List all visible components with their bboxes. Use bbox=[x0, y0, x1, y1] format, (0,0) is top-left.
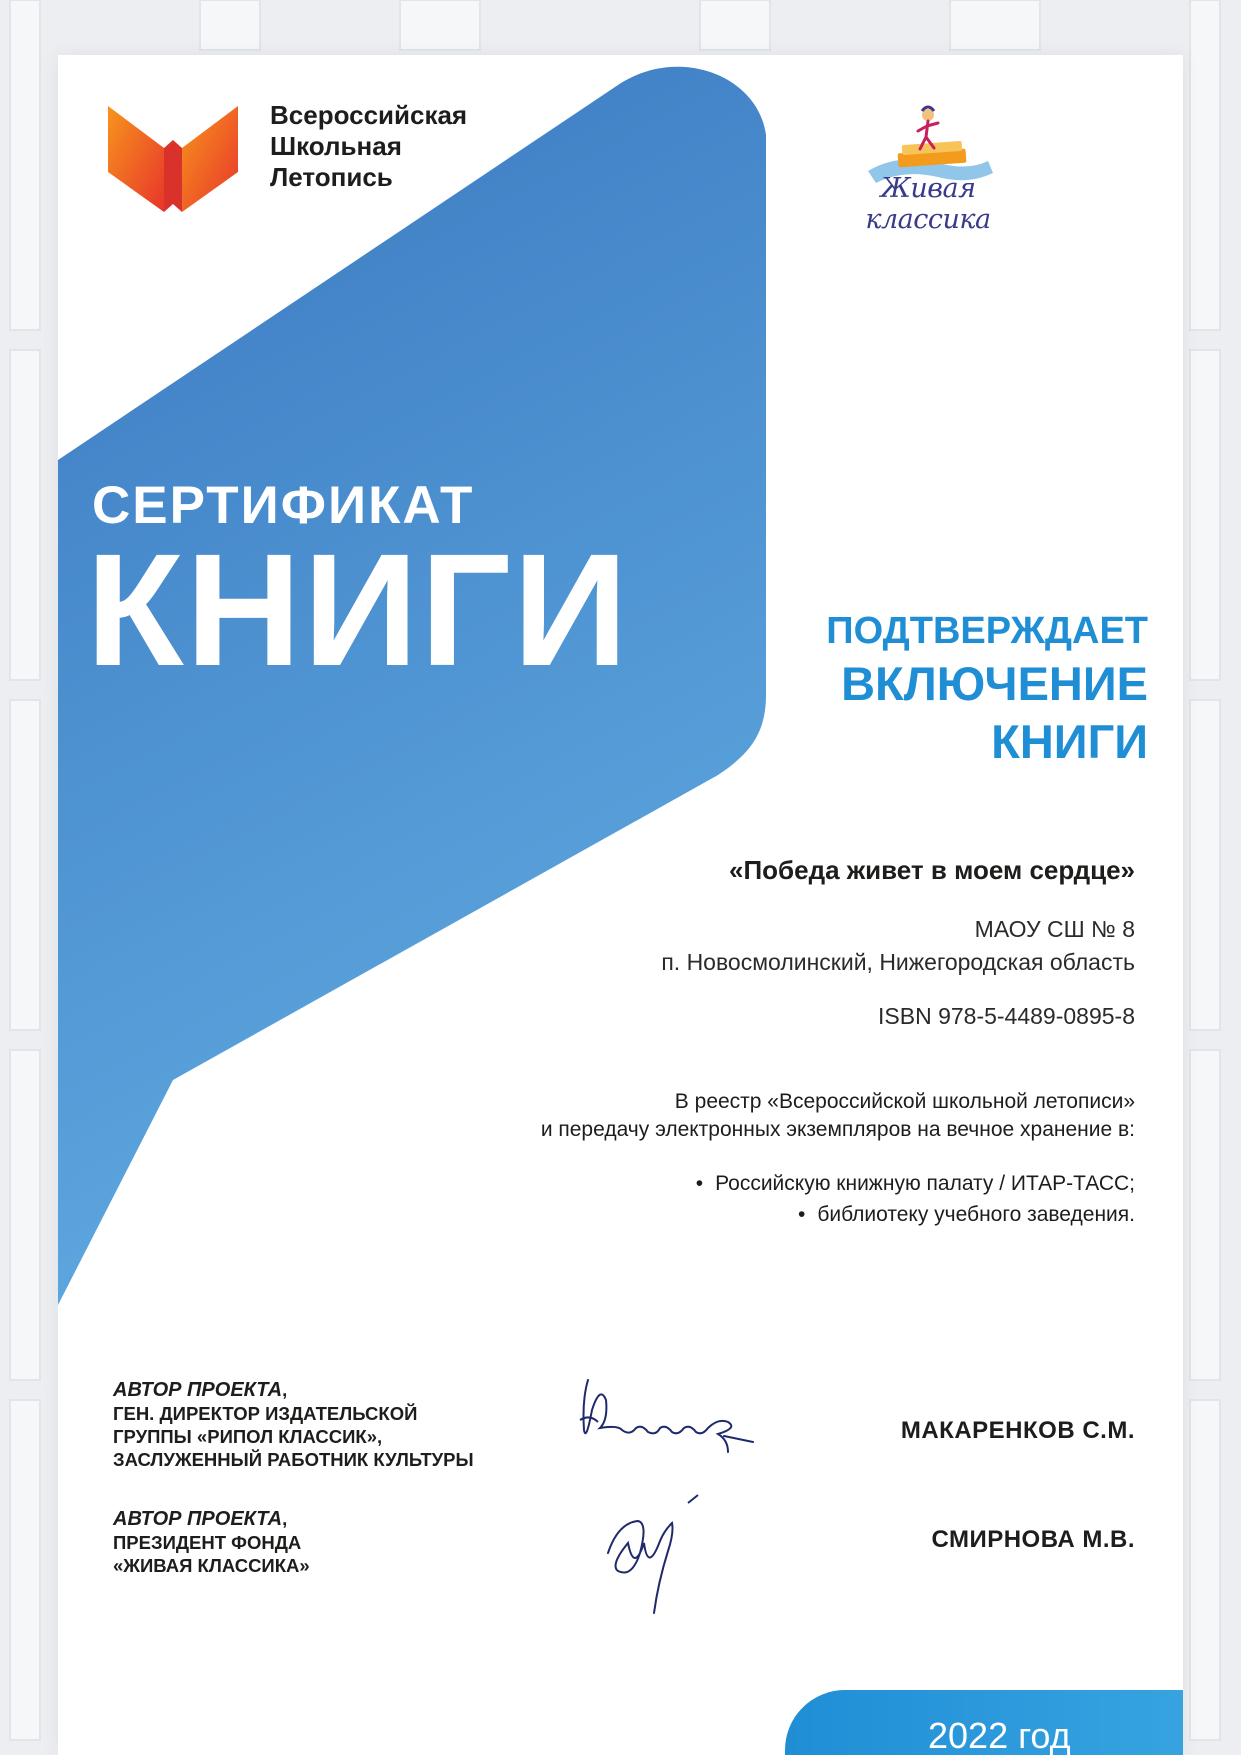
author-2-block: АВТОР ПРОЕКТА, ПРЕЗИДЕНТ ФОНДА «ЖИВАЯ КЛАССИКА» bbox=[113, 1508, 310, 1576]
signature-1 bbox=[578, 1370, 768, 1465]
bullet-dot-icon: • bbox=[695, 1172, 704, 1195]
author-2-desc-2: «ЖИВАЯ КЛАССИКА» bbox=[113, 1555, 310, 1576]
school-chronicle-logo-icon bbox=[108, 100, 238, 215]
author-2-desc-1: ПРЕЗИДЕНТ ФОНДА bbox=[113, 1532, 302, 1553]
author-2-role: АВТОР ПРОЕКТА bbox=[113, 1508, 283, 1530]
author-1-block: АВТОР ПРОЕКТА, ГЕН. ДИРЕКТОР ИЗДАТЕЛЬСКОЙ ГРУППЫ «РИПОЛ КЛАССИК», ЗАСЛУЖЕННЫЙ РАБОТНИК КУЛЬТУРЫ bbox=[113, 1379, 474, 1470]
registry-bullets bbox=[696, 1168, 1135, 1230]
registry-line-1: В реестр «Всероссийской школьной летописи» bbox=[674, 1090, 1135, 1113]
certificate-heading: СЕРТИФИКАТ bbox=[92, 476, 475, 535]
logo-line-3: Летопись bbox=[270, 162, 393, 192]
author-1-desc-1: ГЕН. ДИРЕКТОР ИЗДАТЕЛЬСКОЙ bbox=[113, 1403, 418, 1424]
bullet-item: • Российскую книжную палату / ИТАР-ТАСС; bbox=[695, 1172, 1135, 1195]
school-location: п. Новосмолинский, Нижегородская область bbox=[661, 949, 1135, 975]
bullet-item: • библиотеку учебного заведения. bbox=[797, 1203, 1135, 1226]
confirm-line-3: КНИГИ bbox=[991, 715, 1148, 768]
book-title: «Победа живет в моем сердце» bbox=[729, 855, 1135, 885]
isbn: ISBN 978-5-4489-0895-8 bbox=[878, 1003, 1135, 1029]
registry-text bbox=[541, 1088, 1135, 1144]
author-1-role: АВТОР ПРОЕКТА bbox=[113, 1379, 283, 1401]
confirm-line-2: ВКЛЮЧЕНИЕ bbox=[841, 657, 1148, 710]
zhivaya-klassika-logo-text: Живая классика bbox=[865, 173, 991, 235]
logo-line-1: Всероссийская bbox=[270, 100, 468, 130]
author-1-name: МАКАРЕНКОВ С.М. bbox=[900, 1417, 1135, 1444]
signature-2 bbox=[588, 1473, 728, 1623]
confirmation-heading bbox=[826, 607, 1148, 771]
school-info bbox=[661, 913, 1135, 979]
bullet-dot-icon: • bbox=[797, 1203, 806, 1226]
registry-line-2: и передачу электронных экземпляров на вечное хранение в: bbox=[540, 1118, 1135, 1141]
books-heading: КНИГИ bbox=[86, 520, 630, 699]
school-name: МАОУ СШ № 8 bbox=[974, 916, 1135, 942]
confirm-line-1: ПОДТВЕРЖДАЕТ bbox=[826, 610, 1148, 652]
school-chronicle-logo-text bbox=[270, 100, 467, 193]
author-1-desc-3: ЗАСЛУЖЕННЫЙ РАБОТНИК КУЛЬТУРЫ bbox=[113, 1449, 474, 1470]
certificate-sheet bbox=[58, 55, 1183, 1755]
author-2-name: СМИРНОВА М.В. bbox=[931, 1526, 1135, 1553]
logo-line-2: Школьная bbox=[270, 131, 402, 161]
year-label: 2022 год bbox=[928, 1715, 1071, 1755]
author-1-desc-2: ГРУППЫ «РИПОЛ КЛАССИК», bbox=[113, 1426, 383, 1447]
